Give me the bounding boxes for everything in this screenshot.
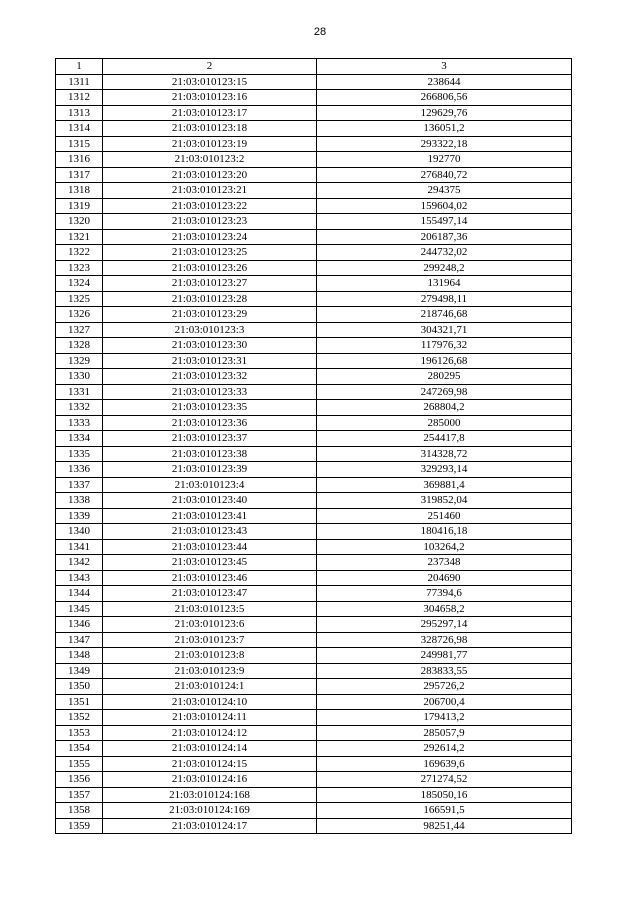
row-number-cell: 1335 xyxy=(56,446,103,462)
row-number-cell: 1316 xyxy=(56,152,103,168)
table-row xyxy=(56,694,572,710)
value-cell: 304658,2 xyxy=(317,601,572,617)
table-row xyxy=(56,276,572,292)
value-cell: 159604,02 xyxy=(317,198,572,214)
value-cell: 314328,72 xyxy=(317,446,572,462)
value-cell: 295297,14 xyxy=(317,617,572,633)
value-cell: 254417,8 xyxy=(317,431,572,447)
header-row xyxy=(56,59,572,75)
cadastral-number-cell: 21:03:010124:10 xyxy=(103,694,317,710)
value-cell: 249981,77 xyxy=(317,648,572,664)
table-row xyxy=(56,198,572,214)
table-row xyxy=(56,400,572,416)
table-row xyxy=(56,384,572,400)
cadastral-number-cell: 21:03:010123:22 xyxy=(103,198,317,214)
value-cell: 369881,4 xyxy=(317,477,572,493)
cadastral-number-cell: 21:03:010123:18 xyxy=(103,121,317,137)
table-row xyxy=(56,772,572,788)
row-number-cell: 1351 xyxy=(56,694,103,710)
cadastral-number-cell: 21:03:010123:25 xyxy=(103,245,317,261)
row-number-cell: 1322 xyxy=(56,245,103,261)
cadastral-number-cell: 21:03:010123:2 xyxy=(103,152,317,168)
table-row xyxy=(56,601,572,617)
cadastral-number-cell: 21:03:010123:33 xyxy=(103,384,317,400)
cadastral-number-cell: 21:03:010124:12 xyxy=(103,725,317,741)
value-cell: 185050,16 xyxy=(317,787,572,803)
value-cell: 155497,14 xyxy=(317,214,572,230)
table-row xyxy=(56,555,572,571)
table-row xyxy=(56,710,572,726)
row-number-cell: 1343 xyxy=(56,570,103,586)
cadastral-value-table xyxy=(55,58,572,834)
row-number-cell: 1323 xyxy=(56,260,103,276)
row-number-cell: 1336 xyxy=(56,462,103,478)
cadastral-number-cell: 21:03:010123:37 xyxy=(103,431,317,447)
table-row xyxy=(56,787,572,803)
row-number-cell: 1333 xyxy=(56,415,103,431)
cadastral-number-cell: 21:03:010124:14 xyxy=(103,741,317,757)
cadastral-number-cell: 21:03:010123:19 xyxy=(103,136,317,152)
table-row xyxy=(56,167,572,183)
cadastral-number-cell: 21:03:010123:17 xyxy=(103,105,317,121)
table-row xyxy=(56,803,572,819)
value-cell: 103264,2 xyxy=(317,539,572,555)
value-cell: 206700,4 xyxy=(317,694,572,710)
table-row xyxy=(56,493,572,509)
cadastral-number-cell: 21:03:010124:16 xyxy=(103,772,317,788)
table-row xyxy=(56,136,572,152)
table-row xyxy=(56,570,572,586)
value-cell: 279498,11 xyxy=(317,291,572,307)
table-row xyxy=(56,121,572,137)
value-cell: 283833,55 xyxy=(317,663,572,679)
row-number-cell: 1326 xyxy=(56,307,103,323)
table-row xyxy=(56,679,572,695)
value-cell: 244732,02 xyxy=(317,245,572,261)
row-number-cell: 1344 xyxy=(56,586,103,602)
value-cell: 238644 xyxy=(317,74,572,90)
cadastral-number-cell: 21:03:010123:8 xyxy=(103,648,317,664)
cadastral-number-cell: 21:03:010123:27 xyxy=(103,276,317,292)
row-number-cell: 1347 xyxy=(56,632,103,648)
table-row xyxy=(56,260,572,276)
value-cell: 136051,2 xyxy=(317,121,572,137)
column-header-2: 2 xyxy=(103,59,317,75)
value-cell: 328726,98 xyxy=(317,632,572,648)
table-row xyxy=(56,725,572,741)
cadastral-number-cell: 21:03:010123:3 xyxy=(103,322,317,338)
row-number-cell: 1330 xyxy=(56,369,103,385)
row-number-cell: 1315 xyxy=(56,136,103,152)
table-row xyxy=(56,663,572,679)
row-number-cell: 1339 xyxy=(56,508,103,524)
cadastral-number-cell: 21:03:010123:38 xyxy=(103,446,317,462)
table-row xyxy=(56,617,572,633)
cadastral-number-cell: 21:03:010123:7 xyxy=(103,632,317,648)
cadastral-number-cell: 21:03:010123:31 xyxy=(103,353,317,369)
table-row xyxy=(56,369,572,385)
table-row xyxy=(56,90,572,106)
table-row xyxy=(56,431,572,447)
value-cell: 266806,56 xyxy=(317,90,572,106)
table-row xyxy=(56,105,572,121)
cadastral-number-cell: 21:03:010123:26 xyxy=(103,260,317,276)
value-cell: 285057,9 xyxy=(317,725,572,741)
cadastral-number-cell: 21:03:010123:4 xyxy=(103,477,317,493)
value-cell: 129629,76 xyxy=(317,105,572,121)
row-number-cell: 1327 xyxy=(56,322,103,338)
table-row xyxy=(56,586,572,602)
row-number-cell: 1352 xyxy=(56,710,103,726)
row-number-cell: 1356 xyxy=(56,772,103,788)
cadastral-number-cell: 21:03:010123:44 xyxy=(103,539,317,555)
row-number-cell: 1311 xyxy=(56,74,103,90)
row-number-cell: 1342 xyxy=(56,555,103,571)
cadastral-number-cell: 21:03:010123:28 xyxy=(103,291,317,307)
row-number-cell: 1319 xyxy=(56,198,103,214)
row-number-cell: 1354 xyxy=(56,741,103,757)
row-number-cell: 1325 xyxy=(56,291,103,307)
value-cell: 179413,2 xyxy=(317,710,572,726)
row-number-cell: 1328 xyxy=(56,338,103,354)
value-cell: 299248,2 xyxy=(317,260,572,276)
value-cell: 77394,6 xyxy=(317,586,572,602)
cadastral-number-cell: 21:03:010123:20 xyxy=(103,167,317,183)
cadastral-number-cell: 21:03:010123:39 xyxy=(103,462,317,478)
cadastral-number-cell: 21:03:010124:15 xyxy=(103,756,317,772)
table-row xyxy=(56,74,572,90)
table-row xyxy=(56,818,572,834)
value-cell: 271274,52 xyxy=(317,772,572,788)
row-number-cell: 1349 xyxy=(56,663,103,679)
row-number-cell: 1337 xyxy=(56,477,103,493)
table-row xyxy=(56,446,572,462)
cadastral-number-cell: 21:03:010123:5 xyxy=(103,601,317,617)
row-number-cell: 1318 xyxy=(56,183,103,199)
row-number-cell: 1348 xyxy=(56,648,103,664)
value-cell: 295726,2 xyxy=(317,679,572,695)
table-row xyxy=(56,462,572,478)
value-cell: 237348 xyxy=(317,555,572,571)
value-cell: 180416,18 xyxy=(317,524,572,540)
cadastral-number-cell: 21:03:010123:43 xyxy=(103,524,317,540)
cadastral-number-cell: 21:03:010124:169 xyxy=(103,803,317,819)
row-number-cell: 1345 xyxy=(56,601,103,617)
cadastral-number-cell: 21:03:010123:29 xyxy=(103,307,317,323)
table-row xyxy=(56,322,572,338)
value-cell: 251460 xyxy=(317,508,572,524)
value-cell: 196126,68 xyxy=(317,353,572,369)
value-cell: 166591,5 xyxy=(317,803,572,819)
value-cell: 169639,6 xyxy=(317,756,572,772)
value-cell: 117976,32 xyxy=(317,338,572,354)
cadastral-number-cell: 21:03:010123:23 xyxy=(103,214,317,230)
value-cell: 131964 xyxy=(317,276,572,292)
cadastral-number-cell: 21:03:010123:15 xyxy=(103,74,317,90)
table-row xyxy=(56,632,572,648)
cadastral-number-cell: 21:03:010123:6 xyxy=(103,617,317,633)
value-cell: 268804,2 xyxy=(317,400,572,416)
cadastral-number-cell: 21:03:010123:41 xyxy=(103,508,317,524)
row-number-cell: 1341 xyxy=(56,539,103,555)
cadastral-number-cell: 21:03:010123:9 xyxy=(103,663,317,679)
row-number-cell: 1329 xyxy=(56,353,103,369)
cadastral-number-cell: 21:03:010123:30 xyxy=(103,338,317,354)
value-cell: 247269,98 xyxy=(317,384,572,400)
cadastral-number-cell: 21:03:010123:16 xyxy=(103,90,317,106)
row-number-cell: 1313 xyxy=(56,105,103,121)
cadastral-number-cell: 21:03:010123:32 xyxy=(103,369,317,385)
row-number-cell: 1320 xyxy=(56,214,103,230)
table-header xyxy=(56,59,572,75)
value-cell: 206187,36 xyxy=(317,229,572,245)
table-row xyxy=(56,291,572,307)
cadastral-number-cell: 21:03:010123:45 xyxy=(103,555,317,571)
table-row xyxy=(56,183,572,199)
row-number-cell: 1314 xyxy=(56,121,103,137)
value-cell: 285000 xyxy=(317,415,572,431)
row-number-cell: 1321 xyxy=(56,229,103,245)
table-row xyxy=(56,524,572,540)
cadastral-number-cell: 21:03:010123:47 xyxy=(103,586,317,602)
cadastral-number-cell: 21:03:010124:17 xyxy=(103,818,317,834)
value-cell: 319852,04 xyxy=(317,493,572,509)
value-cell: 98251,44 xyxy=(317,818,572,834)
row-number-cell: 1359 xyxy=(56,818,103,834)
value-cell: 329293,14 xyxy=(317,462,572,478)
table-row xyxy=(56,756,572,772)
row-number-cell: 1338 xyxy=(56,493,103,509)
cadastral-number-cell: 21:03:010123:24 xyxy=(103,229,317,245)
cadastral-number-cell: 21:03:010123:36 xyxy=(103,415,317,431)
cadastral-number-cell: 21:03:010123:21 xyxy=(103,183,317,199)
column-header-3: 3 xyxy=(317,59,572,75)
cadastral-number-cell: 21:03:010123:35 xyxy=(103,400,317,416)
row-number-cell: 1353 xyxy=(56,725,103,741)
table-row xyxy=(56,353,572,369)
row-number-cell: 1358 xyxy=(56,803,103,819)
table-row xyxy=(56,307,572,323)
table-row xyxy=(56,648,572,664)
cadastral-number-cell: 21:03:010124:168 xyxy=(103,787,317,803)
table-row xyxy=(56,152,572,168)
row-number-cell: 1350 xyxy=(56,679,103,695)
value-cell: 304321,71 xyxy=(317,322,572,338)
row-number-cell: 1331 xyxy=(56,384,103,400)
row-number-cell: 1324 xyxy=(56,276,103,292)
table-row xyxy=(56,477,572,493)
table-row xyxy=(56,741,572,757)
value-cell: 280295 xyxy=(317,369,572,385)
table-row xyxy=(56,229,572,245)
table-row xyxy=(56,338,572,354)
column-header-1: 1 xyxy=(56,59,103,75)
row-number-cell: 1317 xyxy=(56,167,103,183)
value-cell: 276840,72 xyxy=(317,167,572,183)
cadastral-number-cell: 21:03:010123:40 xyxy=(103,493,317,509)
value-cell: 192770 xyxy=(317,152,572,168)
table-row xyxy=(56,539,572,555)
value-cell: 218746,68 xyxy=(317,307,572,323)
table-row xyxy=(56,415,572,431)
table-row xyxy=(56,245,572,261)
value-cell: 293322,18 xyxy=(317,136,572,152)
row-number-cell: 1312 xyxy=(56,90,103,106)
table-row xyxy=(56,214,572,230)
row-number-cell: 1334 xyxy=(56,431,103,447)
cadastral-number-cell: 21:03:010124:1 xyxy=(103,679,317,695)
row-number-cell: 1355 xyxy=(56,756,103,772)
cadastral-number-cell: 21:03:010123:46 xyxy=(103,570,317,586)
row-number-cell: 1340 xyxy=(56,524,103,540)
row-number-cell: 1346 xyxy=(56,617,103,633)
page-number: 28 xyxy=(313,26,327,38)
table-row xyxy=(56,508,572,524)
row-number-cell: 1357 xyxy=(56,787,103,803)
cadastral-number-cell: 21:03:010124:11 xyxy=(103,710,317,726)
value-cell: 204690 xyxy=(317,570,572,586)
table-body xyxy=(56,74,572,834)
value-cell: 292614,2 xyxy=(317,741,572,757)
row-number-cell: 1332 xyxy=(56,400,103,416)
value-cell: 294375 xyxy=(317,183,572,199)
